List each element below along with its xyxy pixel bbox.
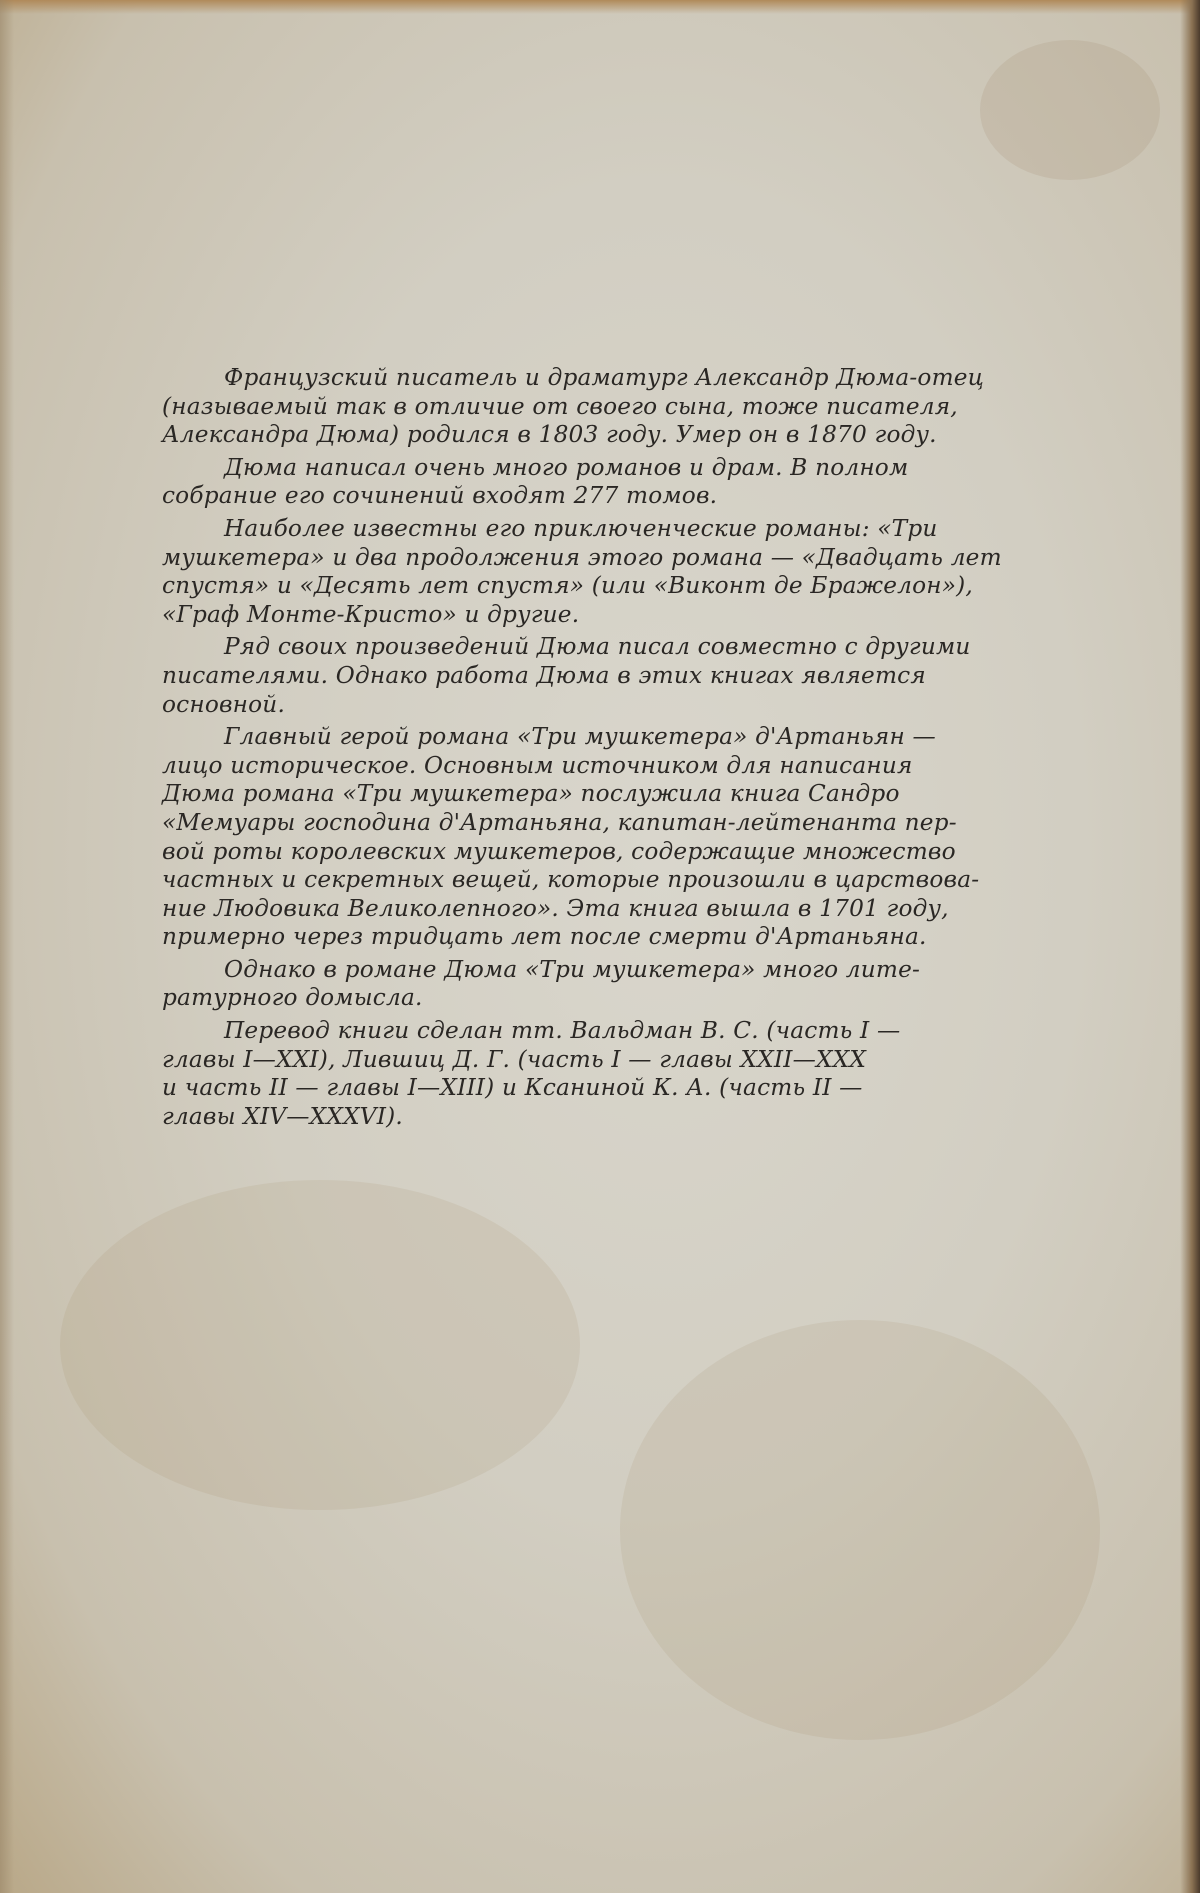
text-line: лицо историческое. Основным источником для написания [162, 751, 913, 779]
paragraph-works [162, 454, 1040, 511]
page-right-edge [1180, 0, 1200, 1893]
text-line: частных и секретных вещей, которые произошли в царствова- [162, 866, 980, 894]
paragraph-fiction [162, 956, 1040, 1013]
text-line: Дюма романа «Три мушкетера» послужила книга Сандро [162, 780, 900, 808]
text-line: примерно через тридцать лет после смерти д'Артаньяна. [162, 923, 927, 951]
text-line: Главный герой романа «Три мушкетера» д'Артаньян — [224, 723, 936, 751]
text-line: Однако в романе Дюма «Три мушкетера» много лите- [224, 955, 921, 983]
page-top-edge [0, 0, 1200, 14]
text-line: ратурного домысла. [162, 984, 423, 1012]
text-line: основной. [162, 690, 286, 718]
text-line: (называемый так в отличие от своего сына, тоже писателя, [162, 392, 958, 420]
paper-stain [620, 1320, 1100, 1740]
text-line: «Мемуары господина д'Артаньяна, капитан-лейтенанта пер- [162, 808, 957, 836]
page-left-edge [0, 0, 14, 1893]
body-text [162, 364, 1040, 1135]
text-line: Наиболее известны его приключенческие романы: «Три [224, 514, 938, 542]
text-line: главы XIV—XXXVI). [162, 1102, 403, 1130]
paragraph-coauthors [162, 633, 1040, 719]
text-line: Александра Дюма) родился в 1803 году. Умер он в 1870 году. [162, 421, 937, 449]
text-line: Французский писатель и драматург Александр Дюма-отец [224, 364, 985, 391]
paragraph-famous-novels [162, 515, 1040, 629]
text-line: Дюма написал очень много романов и драм. В полном [224, 453, 909, 481]
text-line: вой роты королевских мушкетеров, содержащие множество [162, 837, 956, 865]
text-line: Ряд своих произведений Дюма писал совместно с другими [224, 633, 971, 661]
text-line: Перевод книги сделан тт. Вальдман В. С. (часть I — [224, 1017, 901, 1045]
paper-stain [980, 40, 1160, 180]
text-line: и часть II — главы I—XIII) и Ксаниной К. А. (часть II — [162, 1074, 863, 1102]
paragraph-translation [162, 1017, 1040, 1131]
paper-stain [60, 1180, 580, 1510]
paragraph-author [162, 364, 1040, 450]
text-line: «Граф Монте-Кристо» и другие. [162, 600, 580, 628]
text-line: главы I—XXI), Лившиц Д. Г. (часть I — главы XXII—XXX [162, 1045, 867, 1073]
text-line: ние Людовика Великолепного». Эта книга вышла в 1701 году, [162, 894, 949, 922]
text-line: спустя» и «Десять лет спустя» (или «Виконт де Бражелон»), [162, 572, 973, 600]
text-line: собрание его сочинений входят 277 томов. [162, 482, 718, 510]
text-line: мушкетера» и два продолжения этого романа — «Двадцать лет [162, 543, 1002, 571]
paragraph-hero [162, 723, 1040, 952]
text-line: писателями. Однако работа Дюма в этих книгах является [162, 661, 926, 689]
